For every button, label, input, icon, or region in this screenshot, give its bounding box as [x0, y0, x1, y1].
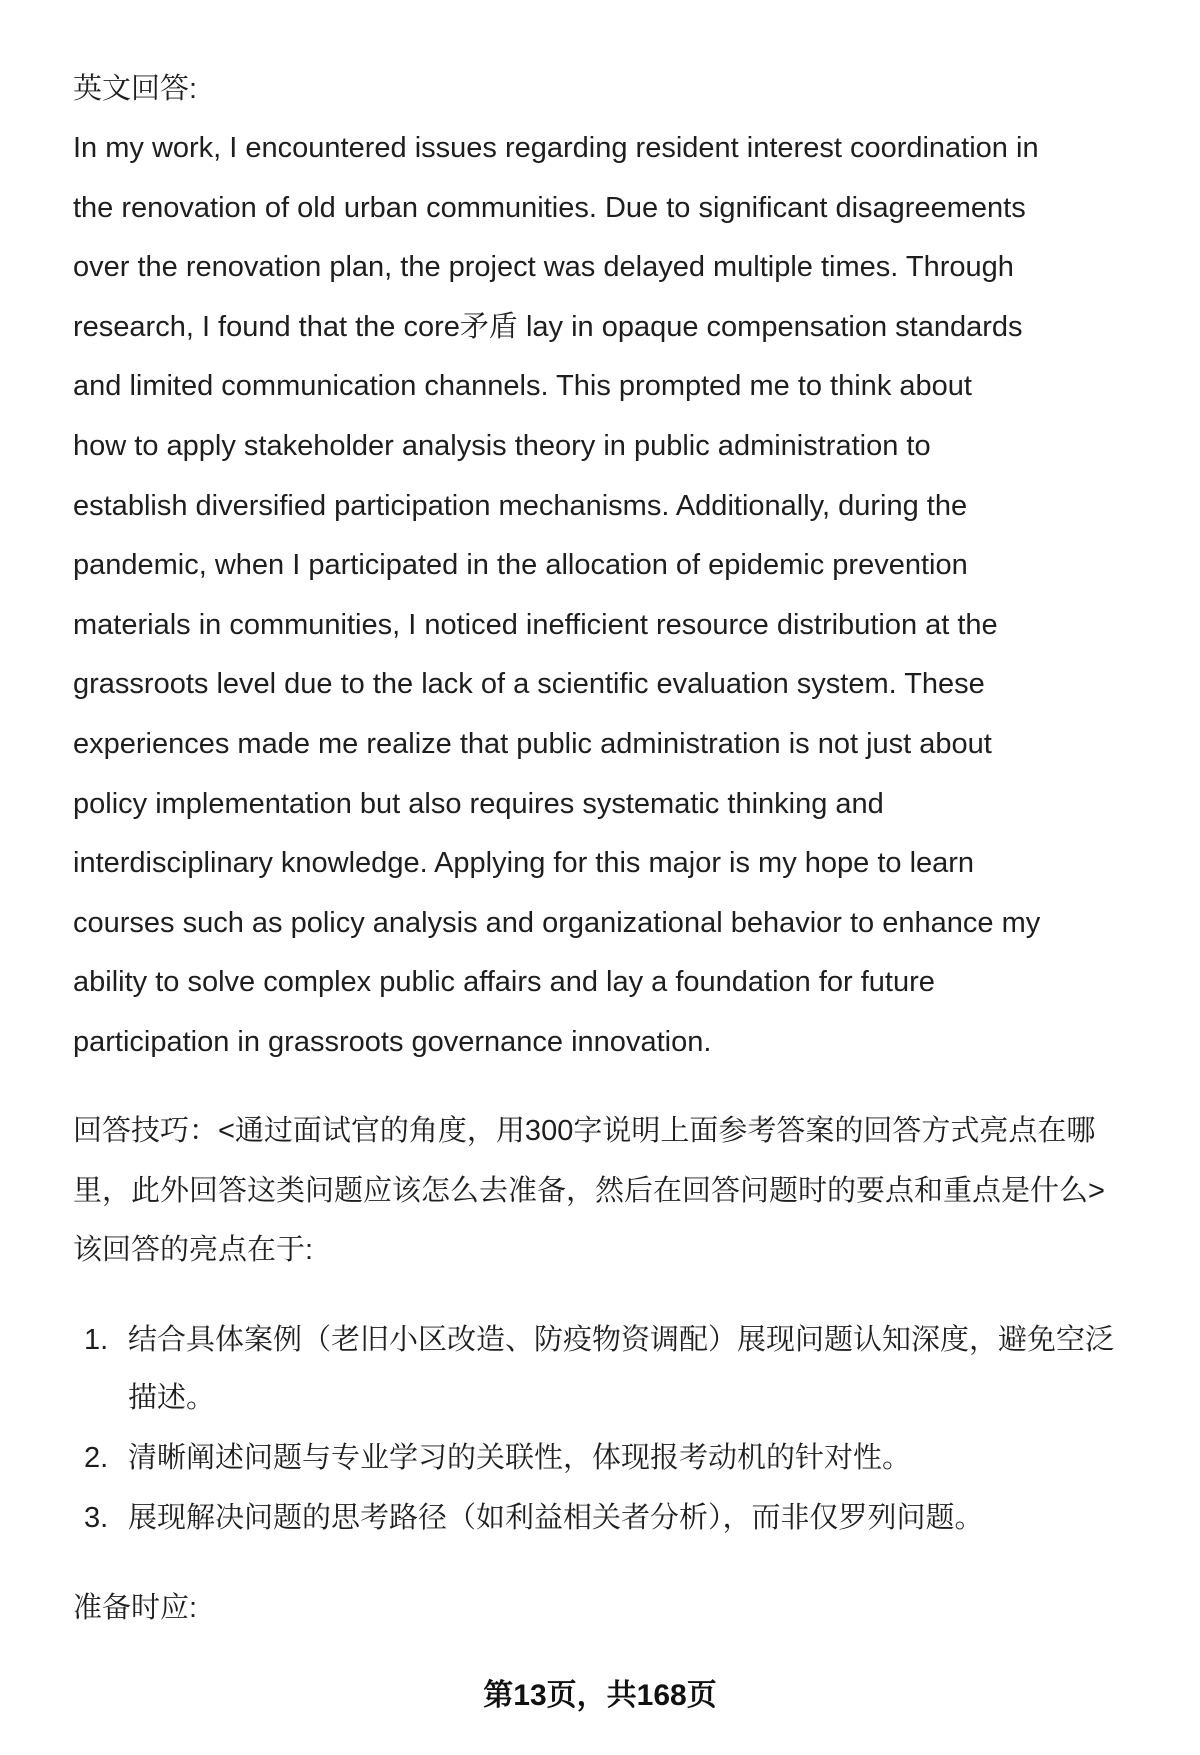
- answer-line: courses such as policy analysis and organizational behavior to enhance my: [73, 906, 1041, 939]
- answer-line: materials in communities, I noticed inefficient resource distribution at the: [73, 608, 998, 641]
- tips-line: 里，此外回答这类问题应该怎么去准备，然后在回答问题时的要点和重点是什么>: [73, 1174, 1105, 1207]
- answer-line: the renovation of old urban communities. Due to significant disagreements: [73, 191, 1026, 224]
- answer-line: ability to solve complex public affairs and lay a foundation for future: [73, 966, 935, 999]
- list-number: 2.: [84, 1442, 109, 1474]
- list-text: 结合具体案例（老旧小区改造、防疫物资调配）展现问题认知深度，避免空泛: [128, 1324, 1115, 1356]
- answer-line: research, I found that the core矛盾 lay in opaque compensation standards: [73, 310, 1023, 343]
- list-item-continuation: 描述。: [128, 1382, 216, 1414]
- tips-line: 回答技巧：<通过面试官的角度，用300字说明上面参考答案的回答方式亮点在哪: [73, 1115, 1096, 1147]
- answer-line: interdisciplinary knowledge. Applying for this major is my hope to learn: [73, 847, 975, 880]
- list-number: 3.: [84, 1502, 109, 1534]
- answer-line: experiences made me realize that public administration is not just about: [73, 728, 992, 760]
- answer-line: how to apply stakeholder analysis theory in public administration to: [73, 430, 931, 462]
- answer-line: In my work, I encountered issues regarding resident interest coordination in: [73, 132, 1039, 164]
- answer-line: grassroots level due to the lack of a scientific evaluation system. These: [73, 668, 985, 701]
- answer-line: participation in grassroots governance innovation.: [73, 1026, 712, 1058]
- list-text: 展现解决问题的思考路径（如利益相关者分析），而非仅罗列问题。: [128, 1502, 984, 1534]
- answer-line: pandemic, when I participated in the allocation of epidemic prevention: [73, 549, 968, 582]
- list-number: 1.: [84, 1324, 109, 1356]
- prep-heading: 准备时应:: [73, 1592, 198, 1624]
- list-item: [84, 1498, 984, 1538]
- answer-line: over the renovation plan, the project was delayed multiple times. Through: [73, 251, 1014, 284]
- answer-line: policy implementation but also requires systematic thinking and: [73, 787, 884, 820]
- list-item: [84, 1320, 1114, 1360]
- answer-line: and limited communication channels. This prompted me to think about: [73, 370, 972, 403]
- list-item: [84, 1438, 911, 1478]
- page-number: 第13页，共168页: [483, 1679, 717, 1712]
- answer-line: establish diversified participation mechanisms. Additionally, during the: [73, 489, 968, 522]
- tips-line: 该回答的亮点在于:: [73, 1234, 314, 1267]
- section-heading: 英文回答:: [73, 73, 198, 105]
- list-text: 清晰阐述问题与专业学习的关联性，体现报考动机的针对性。: [128, 1442, 912, 1474]
